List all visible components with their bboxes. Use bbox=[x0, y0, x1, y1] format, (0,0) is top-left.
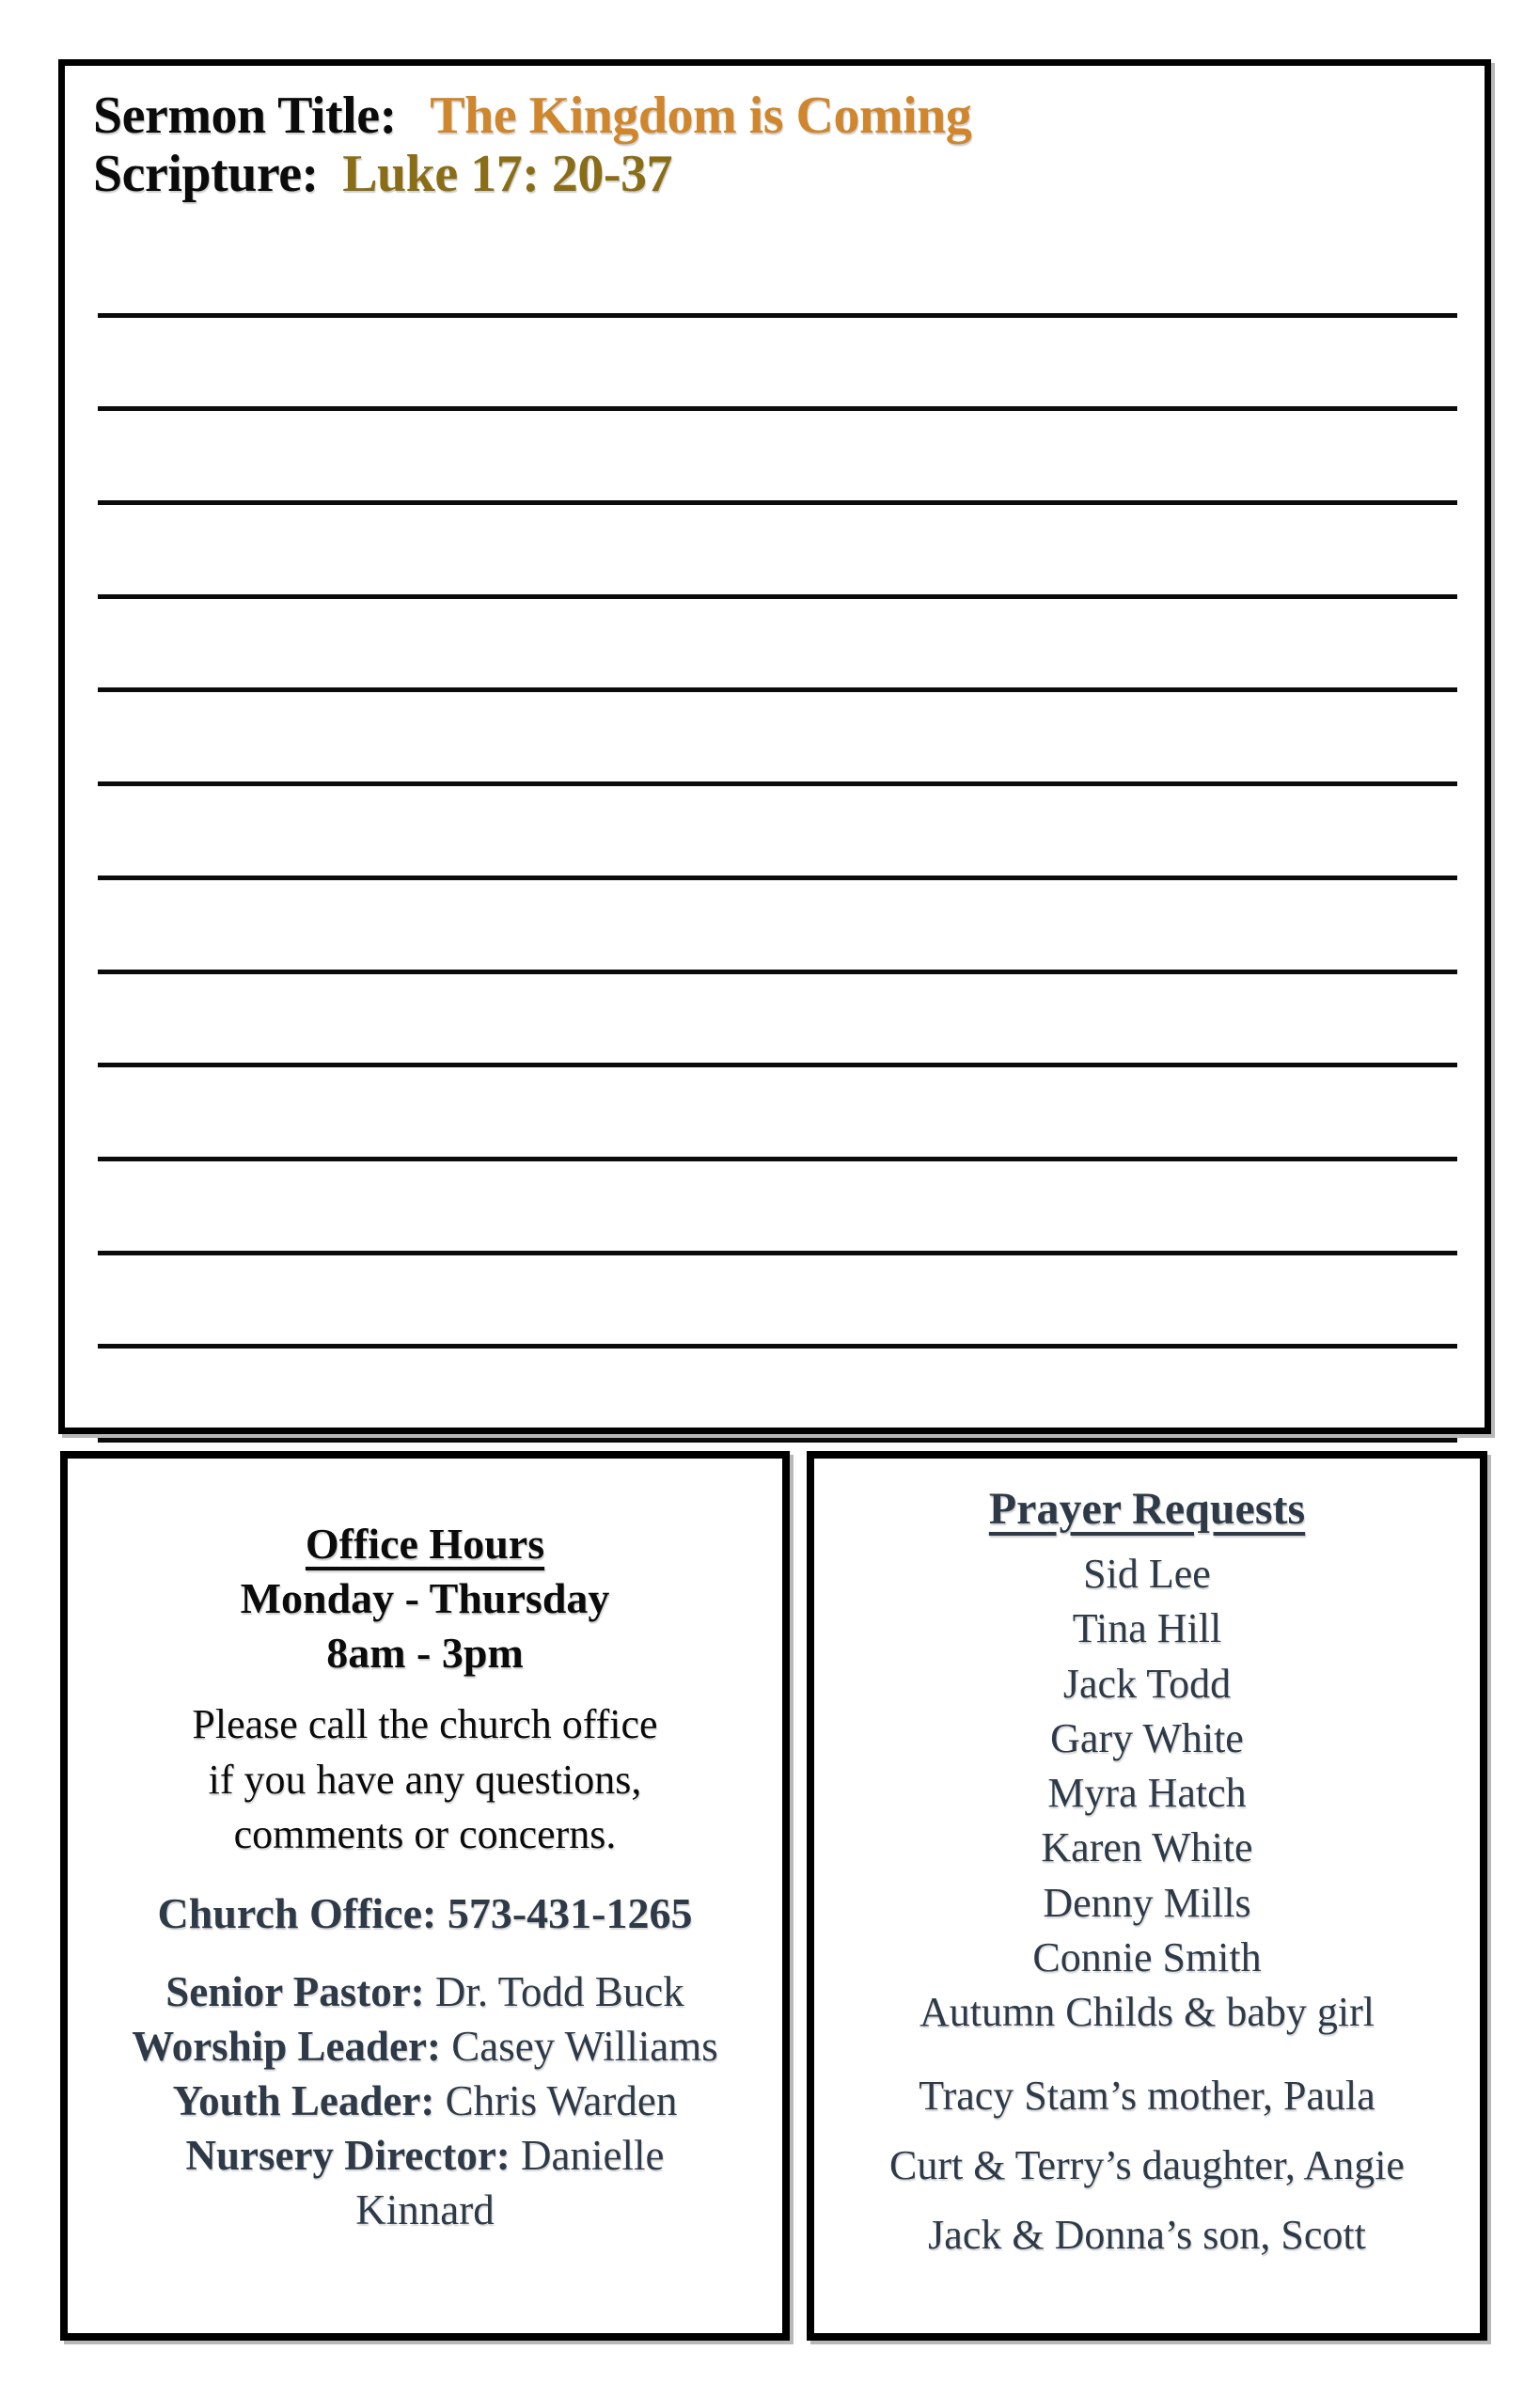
office-days: Monday - Thursday bbox=[240, 1574, 610, 1622]
office-hours-heading: Office Hours bbox=[305, 1520, 545, 1568]
note-line bbox=[98, 1067, 1457, 1161]
family-request: Tracy Stam’s mother, Paula bbox=[919, 2072, 1375, 2119]
prayer-name: Connie Smith bbox=[1032, 1934, 1262, 1981]
prayer-name: Jack Todd bbox=[1062, 1660, 1232, 1707]
note-line bbox=[98, 505, 1457, 599]
prayer-name: Myra Hatch bbox=[1047, 1770, 1247, 1817]
staff-role: Youth Leader: bbox=[172, 2076, 435, 2124]
family-request: Jack & Donna’s son, Scott bbox=[928, 2211, 1366, 2258]
staff-role: Worship Leader: bbox=[132, 2022, 441, 2070]
prayer-requests-box bbox=[807, 1451, 1487, 2341]
office-message-line: comments or concerns. bbox=[233, 1811, 617, 1857]
note-line bbox=[98, 599, 1457, 693]
office-times: 8am - 3pm bbox=[326, 1629, 524, 1677]
sermon-title-value: The Kingdom is Coming bbox=[430, 87, 972, 145]
prayer-name: Gary White bbox=[1050, 1714, 1244, 1761]
staff-role: Senior Pastor: bbox=[165, 1967, 425, 2015]
scripture-line bbox=[93, 145, 1466, 203]
staff-line bbox=[79, 2019, 771, 2074]
note-lines bbox=[98, 224, 1457, 1443]
note-line bbox=[98, 1349, 1457, 1443]
prayer-name: Tina Hill bbox=[1072, 1605, 1222, 1652]
staff-line bbox=[79, 1964, 771, 2019]
note-line bbox=[98, 880, 1457, 974]
phone-label: Church Office: bbox=[157, 1888, 437, 1937]
church-office-phone bbox=[79, 1886, 771, 1941]
sermon-notes-box bbox=[58, 59, 1491, 1434]
note-line bbox=[98, 1255, 1457, 1349]
staff-name: Casey Williams bbox=[440, 2022, 718, 2070]
sermon-title-line bbox=[93, 87, 1466, 145]
office-message-line: Please call the church office bbox=[192, 1701, 658, 1747]
scripture-value: Luke 17: 20-37 bbox=[342, 145, 672, 203]
staff-name: Danielle Kinnard bbox=[355, 2131, 665, 2233]
office-hours-box bbox=[60, 1451, 790, 2341]
staff-role: Nursery Director: bbox=[185, 2131, 511, 2179]
staff-line bbox=[79, 2074, 771, 2128]
note-line bbox=[98, 974, 1457, 1068]
prayer-name: Denny Mills bbox=[1043, 1879, 1251, 1926]
family-request: Curt & Terry’s daughter, Angie bbox=[889, 2141, 1405, 2188]
staff-name: Dr. Todd Buck bbox=[424, 1967, 684, 2015]
note-line bbox=[98, 786, 1457, 880]
prayer-name: Autumn Childs & baby girl bbox=[919, 1989, 1375, 2036]
office-message bbox=[79, 1697, 771, 1863]
note-line bbox=[98, 224, 1457, 318]
office-message-line: if you have any questions, bbox=[208, 1756, 642, 1803]
sermon-header bbox=[65, 66, 1485, 203]
note-line bbox=[98, 318, 1457, 412]
prayer-requests-heading: Prayer Requests bbox=[988, 1484, 1306, 1534]
prayer-names-list bbox=[827, 1547, 1467, 2041]
prayer-name: Karen White bbox=[1041, 1824, 1253, 1871]
prayer-name: Sid Lee bbox=[1083, 1551, 1211, 1597]
family-requests-list bbox=[827, 2069, 1467, 2263]
scripture-label: Scripture: bbox=[93, 145, 319, 203]
staff-name: Chris Warden bbox=[434, 2076, 678, 2124]
note-line bbox=[98, 692, 1457, 786]
note-line bbox=[98, 411, 1457, 505]
staff-line bbox=[138, 2128, 712, 2237]
phone-number: 573-431-1265 bbox=[447, 1888, 693, 1937]
note-line bbox=[98, 1161, 1457, 1255]
sermon-title-label: Sermon Title: bbox=[93, 87, 397, 145]
staff-list bbox=[79, 1964, 771, 2237]
